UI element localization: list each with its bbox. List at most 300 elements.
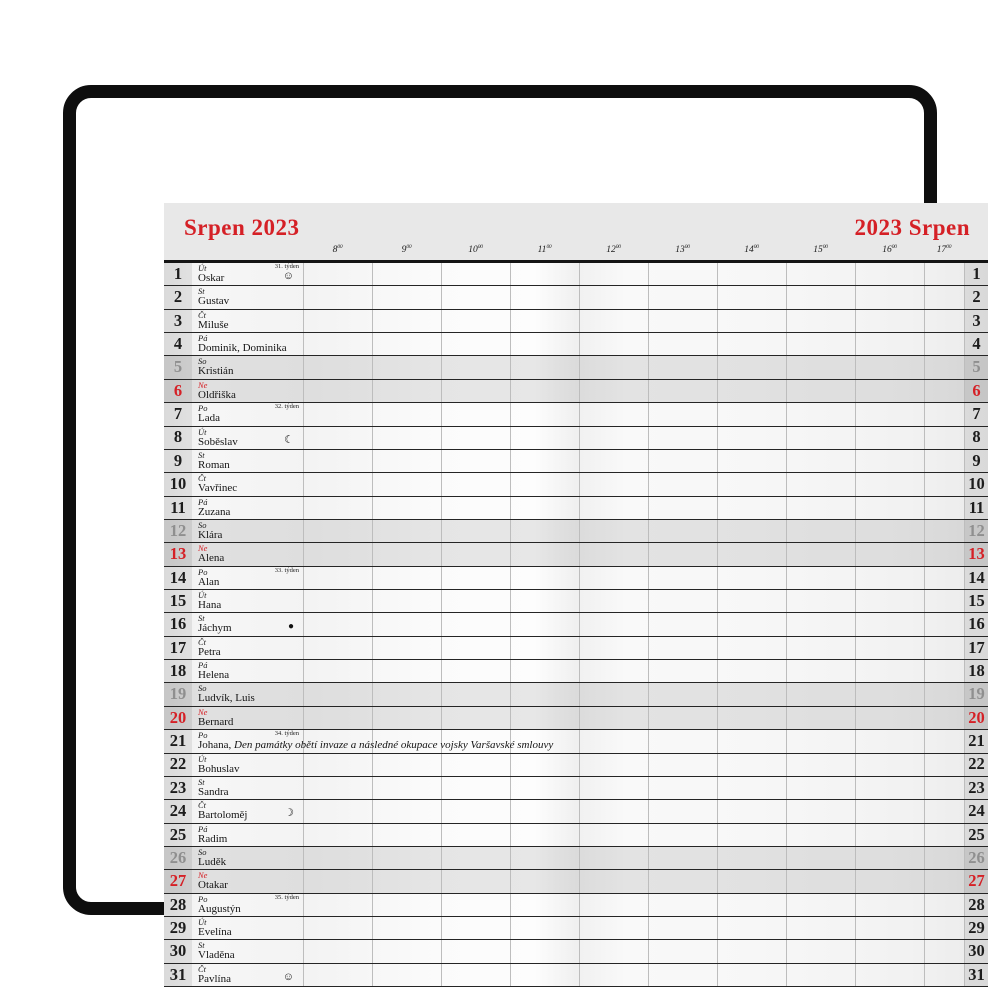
hour-cell	[648, 707, 717, 729]
hour-cell	[717, 263, 786, 285]
hour-cell	[372, 590, 441, 612]
name-day: Vladěna	[198, 949, 235, 962]
weekday-abbrev: Čt	[198, 309, 207, 320]
hour-cell	[579, 567, 648, 589]
day-row	[164, 263, 988, 286]
hour-cell	[717, 917, 786, 939]
day-number-left: 12	[164, 520, 192, 542]
name-day: Sandra	[198, 785, 229, 798]
hour-cell	[579, 356, 648, 378]
hour-cell	[579, 427, 648, 449]
name-day: Augustýn	[198, 902, 241, 915]
hour-cell	[717, 730, 786, 752]
hour-cell	[855, 777, 924, 799]
hour-cell	[855, 613, 924, 635]
hour-cell	[786, 754, 855, 776]
day-number-right: 10	[964, 473, 988, 495]
hour-cell	[924, 403, 964, 425]
name-day: Johana, Den památky obětí invaze a následné okupace vojsky Varšavské smlouvy	[198, 739, 554, 752]
hour-cell	[855, 800, 924, 822]
hour-cell	[441, 450, 510, 472]
hour-cell	[717, 637, 786, 659]
week-number-label: 34. týden	[274, 730, 299, 738]
day-name-cell	[192, 333, 303, 355]
time-label: $14^{00}$	[744, 244, 759, 256]
hour-cell	[924, 847, 964, 869]
hour-cell	[924, 520, 964, 542]
weekday-abbrev: So	[198, 356, 207, 367]
day-number-left: 30	[164, 940, 192, 962]
name-day: Evelína	[198, 926, 232, 939]
hour-cell	[924, 263, 964, 285]
page-header	[164, 203, 988, 260]
day-name-cell	[192, 263, 303, 285]
day-number-right: 18	[964, 660, 988, 682]
hour-cell	[855, 964, 924, 986]
day-row	[164, 683, 988, 706]
hour-cell	[303, 520, 372, 542]
hour-cell	[786, 520, 855, 542]
name-day: Gustav	[198, 295, 230, 308]
hour-cell	[372, 356, 441, 378]
day-number-right: 11	[964, 497, 988, 519]
hour-cell	[579, 543, 648, 565]
hour-cell	[786, 730, 855, 752]
hour-cell	[648, 590, 717, 612]
hour-cell	[924, 637, 964, 659]
weekday-abbrev: Út	[198, 426, 207, 437]
day-name-cell	[192, 777, 303, 799]
hour-cell	[717, 543, 786, 565]
day-row	[164, 800, 988, 823]
day-number-left: 18	[164, 660, 192, 682]
time-label-minutes: 00	[822, 244, 828, 251]
day-number-left: 21	[164, 730, 192, 752]
hour-cell	[303, 637, 372, 659]
hour-cell	[855, 847, 924, 869]
hour-cell	[855, 870, 924, 892]
day-number-right: 22	[964, 754, 988, 776]
weekday-abbrev: Ne	[198, 706, 208, 717]
day-number-left: 29	[164, 917, 192, 939]
day-number-left: 1	[164, 263, 192, 285]
hour-cell	[303, 964, 372, 986]
hour-cell	[303, 707, 372, 729]
hour-cell	[303, 660, 372, 682]
hour-cell	[924, 310, 964, 332]
full-moon-icon: ☺	[282, 270, 294, 282]
week-number-label: 33. týden	[274, 566, 299, 574]
hour-cell	[510, 870, 579, 892]
hour-cell	[303, 567, 372, 589]
weekday-abbrev: Ne	[198, 870, 208, 881]
hour-cell	[924, 824, 964, 846]
hour-cell	[441, 637, 510, 659]
hour-cell	[924, 333, 964, 355]
hour-cell	[303, 263, 372, 285]
name-day: Petra	[198, 645, 221, 658]
hour-cell	[648, 520, 717, 542]
hour-cell	[510, 754, 579, 776]
day-number-left: 24	[164, 800, 192, 822]
hour-cell	[648, 964, 717, 986]
hour-cell	[579, 683, 648, 705]
hour-cell	[717, 824, 786, 846]
hour-cell	[786, 310, 855, 332]
hour-cell	[372, 777, 441, 799]
hour-cell	[579, 263, 648, 285]
planner-cover	[63, 85, 985, 985]
hour-cell	[648, 824, 717, 846]
hour-cell	[303, 917, 372, 939]
name-day: Bohuslav	[198, 762, 240, 775]
hour-cell	[579, 590, 648, 612]
hour-cell	[648, 403, 717, 425]
hour-cell	[510, 403, 579, 425]
day-number-right: 12	[964, 520, 988, 542]
weekday-abbrev: Čt	[198, 800, 207, 811]
hour-cell	[372, 263, 441, 285]
hour-cell	[648, 543, 717, 565]
time-label: $8^{00}$	[332, 244, 343, 256]
day-row	[164, 520, 988, 543]
hour-cell	[924, 497, 964, 519]
hour-cell	[579, 894, 648, 916]
hour-cell	[510, 777, 579, 799]
weekday-abbrev: St	[198, 776, 205, 787]
hour-cell	[786, 380, 855, 402]
hour-cell	[648, 847, 717, 869]
hour-cell	[579, 707, 648, 729]
hour-cell	[579, 497, 648, 519]
day-row	[164, 286, 988, 309]
day-name-cell	[192, 824, 303, 846]
hour-cell	[510, 380, 579, 402]
hour-cell	[372, 497, 441, 519]
hour-cell	[648, 800, 717, 822]
hour-cell	[372, 380, 441, 402]
day-number-left: 10	[164, 473, 192, 495]
day-name-cell	[192, 286, 303, 308]
hour-cell	[441, 543, 510, 565]
hour-cell	[648, 286, 717, 308]
weekday-abbrev: Čt	[198, 473, 207, 484]
name-day: Pavlína	[198, 972, 231, 985]
weekday-abbrev: Út	[198, 753, 207, 764]
month-title-left: Srpen 2023	[184, 215, 300, 240]
day-name-cell	[192, 940, 303, 962]
hour-cell	[717, 567, 786, 589]
day-number-left: 19	[164, 683, 192, 705]
hour-cell	[855, 754, 924, 776]
hour-cell	[579, 800, 648, 822]
hour-cell	[924, 450, 964, 472]
day-number-left: 9	[164, 450, 192, 472]
day-number-left: 25	[164, 824, 192, 846]
time-label-minutes: 00	[337, 244, 343, 251]
hour-cell	[303, 894, 372, 916]
hour-cell	[372, 964, 441, 986]
hour-cell	[924, 543, 964, 565]
full-moon-icon: ☺	[282, 970, 294, 983]
hour-cell	[924, 800, 964, 822]
hour-cell	[648, 497, 717, 519]
day-number-left: 3	[164, 310, 192, 332]
weekday-abbrev: Čt	[198, 636, 207, 647]
hour-cell	[924, 754, 964, 776]
hour-cell	[510, 427, 579, 449]
day-row	[164, 356, 988, 379]
time-label: $12^{00}$	[606, 244, 621, 256]
weekday-abbrev: So	[198, 519, 207, 530]
hour-cell	[786, 450, 855, 472]
hour-cell	[510, 520, 579, 542]
hour-cell	[510, 917, 579, 939]
hour-cell	[717, 660, 786, 682]
hour-cell	[303, 427, 372, 449]
name-day: Dominik, Dominika	[198, 342, 287, 355]
hour-cell	[648, 427, 717, 449]
day-row	[164, 450, 988, 473]
hour-cell	[510, 894, 579, 916]
name-day: Miluše	[198, 318, 229, 331]
hour-cell	[717, 870, 786, 892]
time-label-minutes: 00	[891, 244, 897, 251]
day-row	[164, 660, 988, 683]
hour-cell	[372, 473, 441, 495]
day-name-cell	[192, 730, 554, 752]
weekday-abbrev: Po	[198, 403, 208, 414]
day-number-right: 28	[964, 894, 988, 916]
weekday-abbrev: Pá	[198, 660, 208, 671]
hour-cell	[510, 800, 579, 822]
hour-cell	[579, 333, 648, 355]
day-number-right: 21	[964, 730, 988, 752]
hour-cell	[303, 497, 372, 519]
holiday-note: Den památky obětí invaze a následné okupace vojsky Varšavské smlouvy	[231, 739, 554, 752]
weekday-abbrev: Pá	[198, 333, 208, 344]
hour-cell	[855, 263, 924, 285]
hour-cell	[924, 707, 964, 729]
hour-cell	[924, 427, 964, 449]
hour-cell	[786, 286, 855, 308]
hour-cell	[648, 613, 717, 635]
hour-cell	[372, 870, 441, 892]
day-number-right: 9	[964, 450, 988, 472]
hour-cell	[855, 707, 924, 729]
hour-cell	[717, 964, 786, 986]
day-row	[164, 333, 988, 356]
hour-cell	[303, 310, 372, 332]
hour-cell	[441, 940, 510, 962]
hour-cell	[303, 800, 372, 822]
hour-cell	[372, 847, 441, 869]
hour-cell	[441, 894, 510, 916]
hour-cell	[786, 847, 855, 869]
hour-cell	[855, 894, 924, 916]
hour-cell	[441, 917, 510, 939]
hour-cell	[303, 613, 372, 635]
day-number-left: 7	[164, 403, 192, 425]
hour-cell	[372, 800, 441, 822]
day-row	[164, 473, 988, 496]
day-number-right: 30	[964, 940, 988, 962]
hour-cell	[303, 683, 372, 705]
hour-cell	[717, 310, 786, 332]
day-name-cell	[192, 964, 303, 986]
hour-cell	[924, 590, 964, 612]
hour-cell	[372, 637, 441, 659]
hour-cell	[579, 613, 648, 635]
weekday-abbrev: Po	[198, 566, 208, 577]
name-day: Oldřiška	[198, 388, 236, 401]
hour-cell	[579, 450, 648, 472]
day-name-cell	[192, 754, 303, 776]
hour-cell	[648, 450, 717, 472]
day-row	[164, 964, 988, 987]
name-day: Luděk	[198, 855, 227, 868]
hour-cell	[717, 356, 786, 378]
hour-cell	[372, 403, 441, 425]
day-number-left: 13	[164, 543, 192, 565]
hour-cell	[855, 917, 924, 939]
hour-cell	[855, 403, 924, 425]
hour-cell	[786, 356, 855, 378]
day-number-right: 2	[964, 286, 988, 308]
day-name-cell	[192, 403, 303, 425]
hour-cell	[855, 450, 924, 472]
day-row	[164, 497, 988, 520]
hour-cell	[648, 333, 717, 355]
day-number-left: 31	[164, 964, 192, 986]
hour-cell	[510, 940, 579, 962]
day-number-left: 14	[164, 567, 192, 589]
name-day: Ludvík, Luis	[198, 692, 255, 705]
day-number-left: 26	[164, 847, 192, 869]
hour-cell	[786, 824, 855, 846]
day-name-cell	[192, 847, 303, 869]
hour-cell	[717, 427, 786, 449]
calendar-grid	[164, 260, 988, 987]
hour-cell	[579, 730, 648, 752]
name-day: Bartoloměj	[198, 809, 248, 822]
hour-cell	[648, 940, 717, 962]
day-number-left: 16	[164, 613, 192, 635]
week-number-label: 32. týden	[274, 403, 299, 411]
day-number-left: 28	[164, 894, 192, 916]
hour-cell	[786, 613, 855, 635]
day-number-right: 16	[964, 613, 988, 635]
hour-cell	[786, 403, 855, 425]
day-row	[164, 567, 988, 590]
hour-cell	[855, 683, 924, 705]
hour-cell	[579, 310, 648, 332]
weekday-abbrev: Út	[198, 263, 207, 273]
weekday-abbrev: Út	[198, 590, 207, 601]
hour-cell	[441, 964, 510, 986]
day-row	[164, 543, 988, 566]
name-day: Bernard	[198, 715, 234, 728]
day-number-right: 8	[964, 427, 988, 449]
name-day: Klára	[198, 528, 223, 541]
hour-cell	[372, 286, 441, 308]
name-day: Soběslav	[198, 435, 238, 448]
name-day: Radim	[198, 832, 228, 845]
hour-cell	[855, 730, 924, 752]
hour-cell	[579, 286, 648, 308]
hour-cell	[924, 894, 964, 916]
day-row	[164, 940, 988, 963]
hour-cell	[786, 637, 855, 659]
hour-cell	[441, 427, 510, 449]
hour-cell	[579, 754, 648, 776]
hour-cell	[510, 450, 579, 472]
day-row	[164, 894, 988, 917]
day-number-left: 2	[164, 286, 192, 308]
hour-cell	[441, 286, 510, 308]
hour-cell	[303, 403, 372, 425]
time-label-minutes: 00	[546, 244, 552, 251]
hour-cell	[303, 940, 372, 962]
hour-cell	[648, 637, 717, 659]
hour-cell	[855, 590, 924, 612]
time-header	[164, 245, 988, 259]
hour-cell	[648, 567, 717, 589]
week-number-label: 31. týden	[274, 263, 299, 270]
time-label: $10^{00}$	[468, 244, 483, 256]
hour-cell	[855, 286, 924, 308]
hour-cell	[372, 427, 441, 449]
hour-cell	[441, 333, 510, 355]
hour-cell	[648, 263, 717, 285]
hour-cell	[717, 777, 786, 799]
hour-cell	[372, 333, 441, 355]
hour-cell	[648, 473, 717, 495]
hour-cell	[717, 707, 786, 729]
hour-cell	[441, 497, 510, 519]
day-name-cell	[192, 637, 303, 659]
hour-cell	[441, 567, 510, 589]
hour-cell	[510, 847, 579, 869]
hour-cell	[510, 964, 579, 986]
hour-cell	[441, 613, 510, 635]
day-number-right: 13	[964, 543, 988, 565]
day-row	[164, 754, 988, 777]
day-row	[164, 870, 988, 893]
time-label: $16^{00}$	[882, 244, 897, 256]
day-name-cell	[192, 870, 303, 892]
hour-cell	[855, 473, 924, 495]
hour-cell	[372, 543, 441, 565]
hour-cell	[855, 333, 924, 355]
hour-cell	[441, 473, 510, 495]
hour-cell	[924, 286, 964, 308]
day-name-cell	[192, 356, 303, 378]
day-number-left: 5	[164, 356, 192, 378]
hour-cell	[786, 473, 855, 495]
hour-cell	[648, 356, 717, 378]
hour-cell	[717, 683, 786, 705]
time-label: $13^{00}$	[675, 244, 690, 256]
day-number-left: 11	[164, 497, 192, 519]
hour-cell	[717, 590, 786, 612]
hour-cell	[372, 824, 441, 846]
hour-cell	[717, 754, 786, 776]
hour-cell	[441, 520, 510, 542]
hour-cell	[510, 660, 579, 682]
hour-cell	[510, 567, 579, 589]
last-quarter-moon-icon: ☾	[284, 433, 294, 446]
